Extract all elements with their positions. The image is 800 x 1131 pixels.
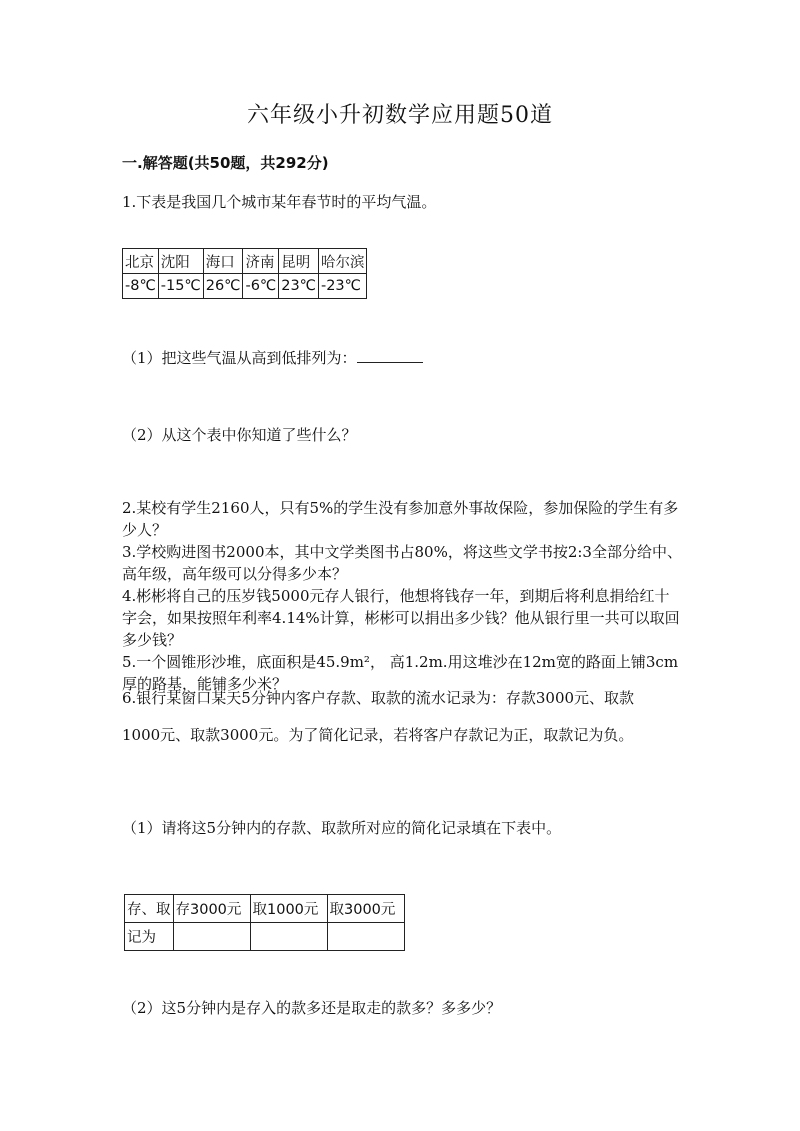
section-heading: 一.解答题(共50题，共292分): [122, 154, 329, 172]
record-table: [124, 894, 405, 951]
city-cell: 哈尔滨: [318, 249, 367, 274]
temp-cell: -8℃: [123, 274, 159, 299]
answer-cell[interactable]: [327, 923, 404, 951]
table-row: [125, 895, 405, 923]
transaction-cell: 存3000元: [173, 895, 250, 923]
table-row: [123, 249, 367, 274]
temp-cell: 23℃: [279, 274, 319, 299]
q2-text: 2.某校有学生2160人，只有5%的学生没有参加意外事故保险，参加保险的学生有多少人？: [122, 499, 679, 539]
answer-blank[interactable]: [357, 348, 423, 363]
city-cell: 济南: [243, 249, 279, 274]
temp-cell: 26℃: [203, 274, 243, 299]
temp-cell: -6℃: [243, 274, 279, 299]
city-cell: 沈阳: [158, 249, 203, 274]
q1-sub1: [122, 347, 423, 368]
questions-block: [122, 497, 682, 695]
table-row: [125, 923, 405, 951]
q1-stem: 1.下表是我国几个城市某年春节时的平均气温。: [122, 193, 437, 211]
q6-sub1: （1）请将这5分钟内的存款、取款所对应的简化记录填在下表中。: [122, 819, 562, 837]
city-cell: 北京: [123, 249, 159, 274]
q5-text: 5.一个圆锥形沙堆，底面积是45.9m²， 高1.2m.用这堆沙在12m宽的路面上铺3cm厚的路基，能铺多少米？: [122, 653, 679, 693]
q6-sub2: （2）这5分钟内是存入的款多还是取走的款多？多多少？: [122, 999, 502, 1017]
q6-line2: 1000元、取款3000元。为了简化记录，若将客户存款记为正，取款记为负。: [122, 726, 634, 744]
temp-cell: -23℃: [318, 274, 367, 299]
q1-sub1-text: （1）把这些气温从高到低排列为：: [122, 349, 357, 367]
table-row: [123, 274, 367, 299]
row-label-cell: 存、取: [125, 895, 174, 923]
transaction-cell: 取1000元: [250, 895, 327, 923]
temperature-table: [122, 248, 367, 299]
answer-cell[interactable]: [173, 923, 250, 951]
answer-cell[interactable]: [250, 923, 327, 951]
page-title: 六年级小升初数学应用题50道: [247, 103, 553, 128]
city-cell: 昆明: [279, 249, 319, 274]
q1-sub2: （2）从这个表中你知道了些什么？: [122, 426, 357, 444]
q3-text: 3.学校购进图书2000本，其中文学类图书占80%，将这些文学书按2:3全部分给中、高年级，高年级可以分得多少本？: [122, 543, 682, 583]
q6-line1: 6.银行某窗口某天5分钟内客户存款、取款的流水记录为：存款3000元、取款: [122, 689, 635, 707]
row-label-cell: 记为: [125, 923, 174, 951]
transaction-cell: 取3000元: [327, 895, 404, 923]
temp-cell: -15℃: [158, 274, 203, 299]
city-cell: 海口: [203, 249, 243, 274]
q4-text: 4.彬彬将自己的压岁钱5000元存人银行，他想将钱存一年，到期后将利息捐给红十字会，如果按照年利率4.14%计算，彬彬可以捐出多少钱？他从银行里一共可以取回多少钱？: [122, 587, 680, 649]
